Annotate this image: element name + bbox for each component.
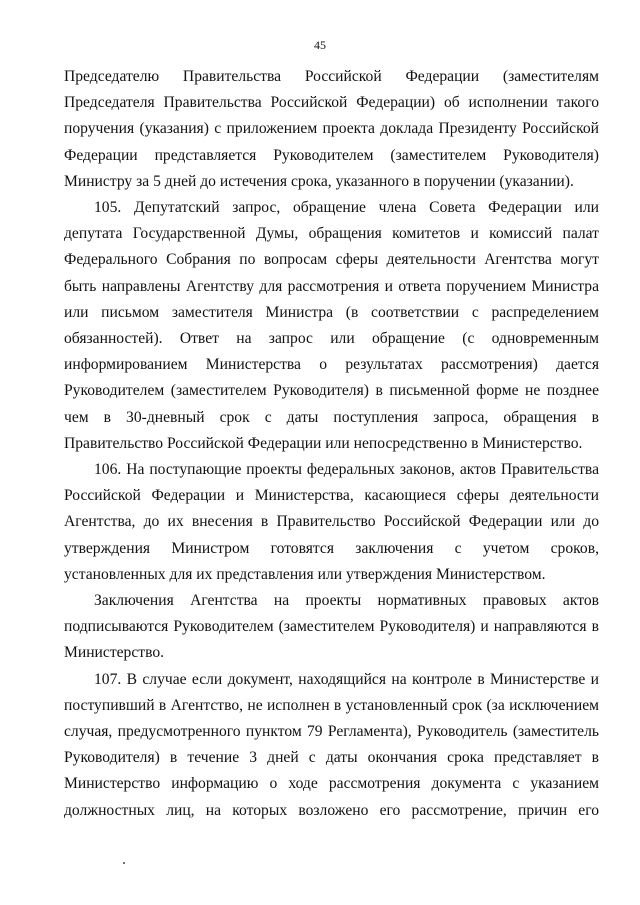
document-body [64,64,599,824]
paragraph-107: 107. В случае если документ, находящийся на контроле в Министерстве и поступивший в Агентство, не исполнен в установленный срок (за исключением случая, предусмотренного пунктом 79 Регламента), Руководитель (заместитель Руководителя) в течение 3 дней с даты окончания срока представляет в Министерство информацию о ходе рассмотрения документа с указанием должностных лиц, на которых возложено его рассмотрение, причин его [64,670,599,819]
paragraph-continued: Председателю Правительства Российской Федерации (заместителям Председателя Правительства Российской Федерации) об исполнении такого поручения (указания) с приложением проекта доклада Президенту Российской Федерации представляется Руководителем (заместителем Руководителя) Министру за 5 дней до истечения срока, указанного в поручении (указании). [64,68,599,190]
page-number: 45 [314,38,326,52]
paragraph-106-conclusions: Заключения Агентства на проекты нормативных правовых актов подписываются Руководителем (заместителем Руководителя) и направляются в Министерство. [64,592,599,662]
paragraph-106: 106. На поступающие проекты федеральных законов, актов Правительства Российской Федерации и Министерства, касающиеся сферы деятельности Агентства, до их внесения в Правительство Российской Федерации или до утверждения Министром готовятся заключения с учетом сроков, установленных для их представления или утверждения Министерством. [64,461,599,583]
scan-speck [123,862,125,864]
paragraph-105: 105. Депутатский запрос, обращение члена Совета Федерации или депутата Государственной Думы, обращения комитетов и комиссий палат Федерального Собрания по вопросам сферы деятельности Агентства могут быть направлены Агентству для рассмотрения и ответа поручением Министра или письмом заместителя Министра (в соответствии с распределением обязанностей). Ответ на запрос или обращение (с одновременным информированием Министерства о результатах рассмотрения) дается Руководителем (заместителем Руководителя) в письменной форме не позднее чем в 30-дневный срок с даты поступления запроса, обращения в Правительство Российской Федерации или непосредственно в Министерство. [64,199,599,452]
